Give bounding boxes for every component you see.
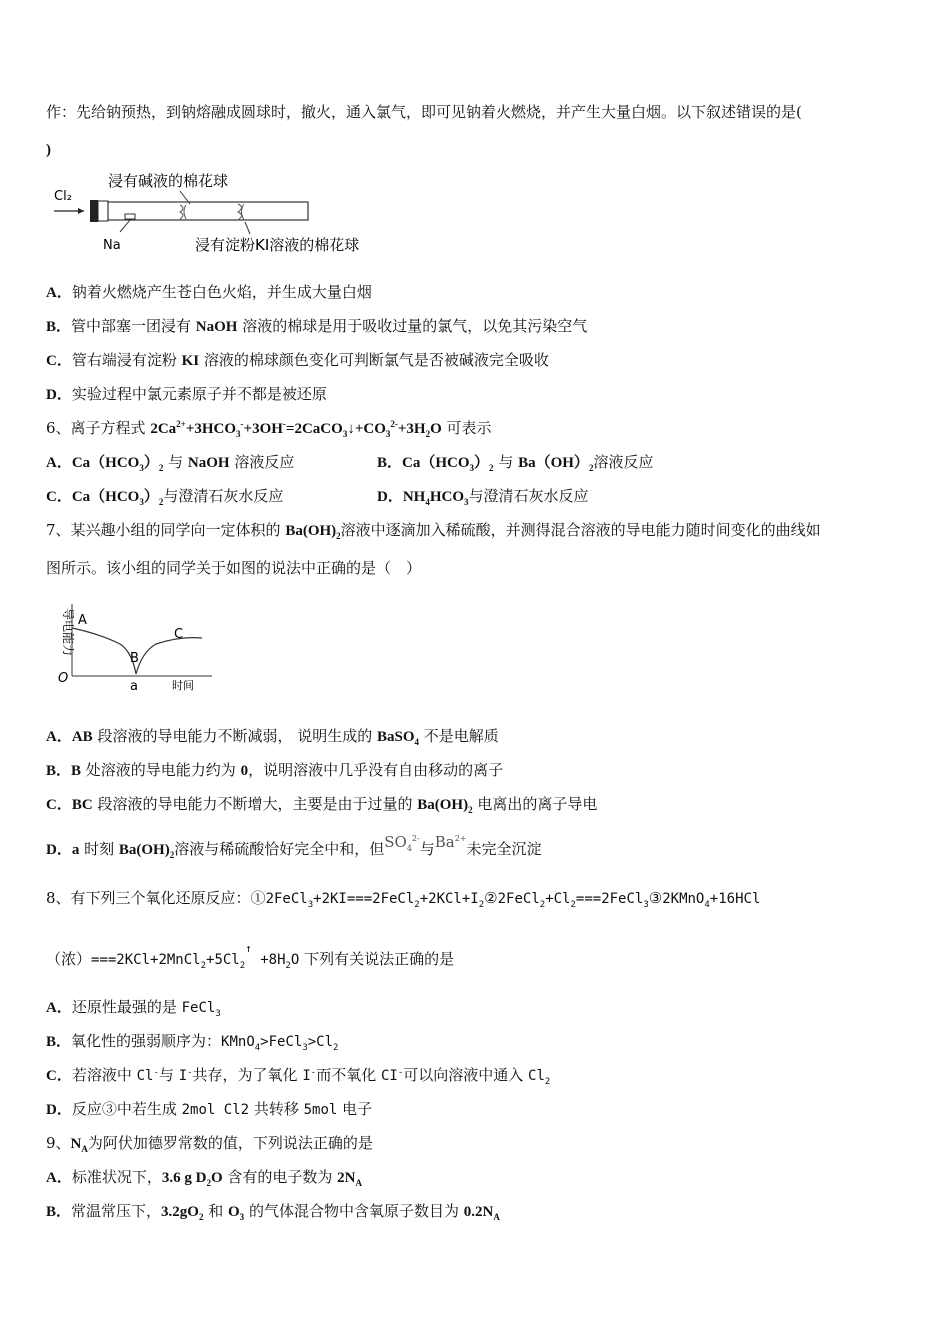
graph-point-b-label: B [130,651,139,666]
q8-stem-line2: （浓）$===2KCl+2MnCl_2+5Cl_2^↑ +8H_2O$ 下列有关说法正确的是 [46,942,455,971]
q8-option-b: B．氧化性的强弱顺序为：$KMnO_4>FeCl_3>Cl_2$ [46,1032,339,1053]
sulfate-ion: $SO_4^{2-}$ [384,833,420,853]
q8-option-d: D．反应③中若生成 2mol Cl2 共转移 5mol 电子 [46,1100,373,1118]
q8-stem-line1: 8、有下列三个氧化还原反应：$①2FeCl_3+2KI===2FeCl_2+2KCl+I_2②2FeCl_2+Cl_2===2FeCl_3③2KMnO_4+16HCl$ [46,889,761,910]
q6-equation: $2Ca^{2+}+3HCO_3^-+3OH^-=2CaCO_3↓+CO_3^{2-}+3H_2O$ [150,419,442,439]
graph-point-c-label: C [174,627,184,642]
q6-option-a: A．$Ca(HCO_3)_2$ 与 NaOH 溶液反应 [46,453,295,473]
q5-option-c: C．管右端浸有淀粉 KI 溶液的棉球颜色变化可判断氯气是否被碱液完全吸收 [46,351,549,369]
q7-option-b: B．B 处溶液的导电能力约为 0，说明溶液中几乎没有自由移动的离子 [46,761,504,779]
alkali-cotton-label: 浸有碱液的棉花球 [108,172,229,190]
q5-stem-line2: ) [46,142,51,158]
q8-option-a: A．还原性最强的是 FeCl$_3$ [46,998,221,1019]
sodium-chlorine-apparatus-figure [50,166,390,258]
graph-point-a-label: A [78,613,87,628]
barium-ion: $Ba^{2+}$ [434,833,467,851]
q7-option-d: D．a 时刻 $Ba(OH)_2$溶液与稀硫酸恰好完全中和，但$SO_4^{2-}$与$Ba^{2+}$未完全沉淀 [46,833,542,860]
q8-option-c: C．若溶液中 Cl-与 I-共存，为了氧化 I-而不氧化 CI-可以向溶液中通入 $Cl_2$ [46,1066,551,1087]
q6-option-d: D．$NH_4HCO_3$与澄清石灰水反应 [377,487,589,507]
q5-stem-line1: 作：先给钠预热，到钠熔融成圆球时，撤火，通入氯气，即可见钠着火燃烧，并产生大量白烟。以下叙述错误的是( [46,103,802,121]
graph-time-a-label: a [130,679,138,694]
q5-option-d: D．实验过程中氯元素原子并不都是被还原 [46,385,327,403]
q9-option-b: B．常温常压下，$3.2gO_2$ 和 $O_3$ 的气体混合物中含氧原子数目为 $0.2N_A$ [46,1202,500,1222]
cl2-label: Cl₂ [54,189,72,204]
q6-option-c: C．$Ca(HCO_3)_2$与澄清石灰水反应 [46,487,284,507]
ki-cotton-label: 浸有淀粉KI溶液的棉花球 [195,236,360,254]
q6-stem: 6、离子方程式 $2Ca^{2+}+3HCO_3^-+3OH^-=2CaCO_3↓+CO_3^{2-}+3H_2O$ 可表示 [46,419,492,439]
q7-stem-line2: 图所示。该小组的同学关于如图的说法中正确的是（ ） [46,559,422,577]
q5-option-a: A．钠着火燃烧产生苍白色火焰，并生成大量白烟 [46,283,372,301]
q7-option-c: C．BC 段溶液的导电能力不断增大，主要是由于过量的 $Ba(OH)_2$ 电离出的离子导电 [46,795,598,815]
q9-stem: 9、$N_A$为阿伏加德罗常数的值，下列说法正确的是 [46,1134,373,1154]
q9-option-a: A．标准状况下，3.6 g $D_2O$ 含有的电子数为 $2N_A$ [46,1168,363,1188]
conductivity-time-graph [50,600,220,694]
graph-xlabel: 时间 [172,679,194,692]
graph-ylabel: 导电能力 [61,608,75,657]
q6-option-b: B．$Ca(HCO_3)_2$ 与 $Ba(OH)_2$溶液反应 [377,453,654,473]
na-label: Na [103,238,121,253]
q5-option-b: B．管中部塞一团浸有 NaOH 溶液的棉球是用于吸收过量的氯气，以免其污染空气 [46,317,588,335]
graph-origin-label: O [58,671,69,686]
q7-option-a: A．AB 段溶液的导电能力不断减弱， 说明生成的 BaSO$_4$ 不是电解质 [46,727,499,747]
q7-stem-line1: 7、某兴趣小组的同学向一定体积的 $Ba(OH)_2$溶液中逐滴加入稀硫酸，并测得混合溶液的导电能力随时间变化的曲线如 [46,521,821,541]
